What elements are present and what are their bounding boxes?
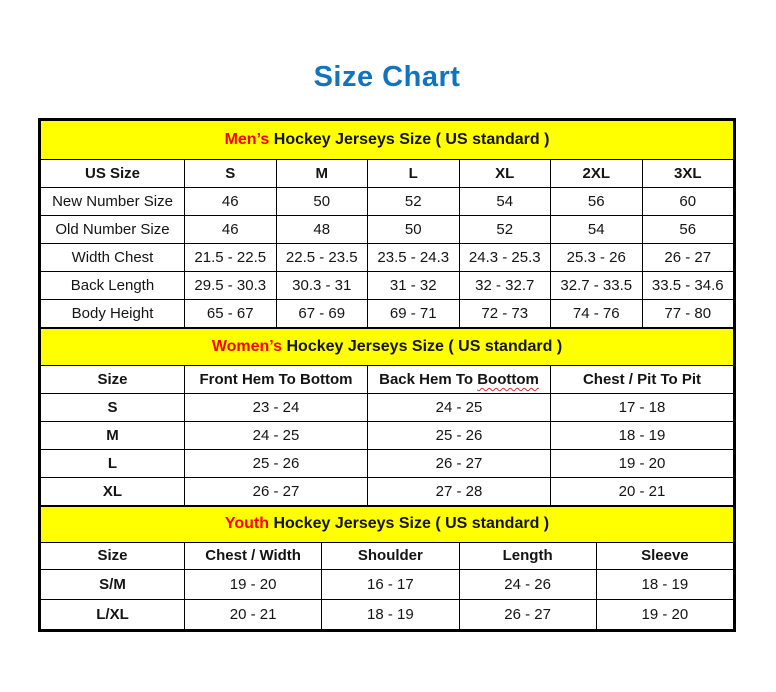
youth-cell: 18 - 19: [322, 599, 459, 629]
mens-column-header: XL: [459, 159, 551, 187]
mens-column-header: US Size: [41, 159, 185, 187]
womens-column-header: Size: [41, 365, 185, 393]
youth-cell: 26 - 27: [459, 599, 596, 629]
mens-cell: 30.3 - 31: [276, 271, 368, 299]
youth-row-label: S/M: [41, 569, 185, 599]
mens-row-label: New Number Size: [41, 187, 185, 215]
youth-cell: 18 - 19: [596, 569, 733, 599]
womens-cell: 26 - 27: [185, 477, 368, 505]
youth-size-table: [40, 506, 734, 630]
mens-cell: 46: [185, 215, 277, 243]
youth-band-row: [41, 506, 734, 542]
youth-column-header: Shoulder: [322, 542, 459, 569]
mens-cell: 77 - 80: [642, 299, 734, 327]
womens-row-label: M: [41, 421, 185, 449]
womens-cell: 26 - 27: [368, 449, 551, 477]
youth-row: [41, 599, 734, 629]
womens-cell: 24 - 25: [185, 421, 368, 449]
mens-row: [41, 215, 734, 243]
womens-band-row: [41, 328, 734, 365]
mens-column-header: 2XL: [551, 159, 643, 187]
womens-cell: 25 - 26: [368, 421, 551, 449]
youth-section-title: [41, 506, 734, 542]
mens-cell: 56: [642, 215, 734, 243]
womens-row-label: XL: [41, 477, 185, 505]
mens-row-label: Old Number Size: [41, 215, 185, 243]
mens-row-label: Body Height: [41, 299, 185, 327]
mens-column-header: S: [185, 159, 277, 187]
womens-cell: 27 - 28: [368, 477, 551, 505]
womens-column-header: Chest / Pit To Pit: [551, 365, 734, 393]
womens-cell: 19 - 20: [551, 449, 734, 477]
mens-cell: 52: [368, 187, 460, 215]
mens-cell: 50: [368, 215, 460, 243]
page-title: Size Chart: [313, 61, 461, 93]
youth-header-row: [41, 542, 734, 569]
mens-cell: 32.7 - 33.5: [551, 271, 643, 299]
youth-column-header: Sleeve: [596, 542, 733, 569]
mens-cell: 26 - 27: [642, 243, 734, 271]
mens-column-header: 3XL: [642, 159, 734, 187]
mens-cell: 33.5 - 34.6: [642, 271, 734, 299]
mens-cell: 60: [642, 187, 734, 215]
womens-row: [41, 477, 734, 505]
mens-cell: 48: [276, 215, 368, 243]
mens-cell: 31 - 32: [368, 271, 460, 299]
youth-cell: 19 - 20: [185, 569, 322, 599]
mens-cell: 22.5 - 23.5: [276, 243, 368, 271]
youth-column-header: Chest / Width: [185, 542, 322, 569]
mens-section-title: [41, 120, 734, 159]
womens-row-label: S: [41, 393, 185, 421]
mens-band-row: [41, 120, 734, 159]
mens-header-row: [41, 159, 734, 187]
womens-header-row: [41, 365, 734, 393]
mens-cell: 54: [551, 215, 643, 243]
size-chart-tables: [38, 118, 736, 632]
mens-row-label: Back Length: [41, 271, 185, 299]
mens-column-header: L: [368, 159, 460, 187]
womens-row: [41, 393, 734, 421]
mens-row: [41, 271, 734, 299]
mens-row: [41, 299, 734, 327]
mens-cell: 72 - 73: [459, 299, 551, 327]
youth-cell: 19 - 20: [596, 599, 733, 629]
womens-cell: 23 - 24: [185, 393, 368, 421]
youth-cell: 16 - 17: [322, 569, 459, 599]
mens-cell: 23.5 - 24.3: [368, 243, 460, 271]
womens-cell: 17 - 18: [551, 393, 734, 421]
womens-row-label: L: [41, 449, 185, 477]
mens-cell: 56: [551, 187, 643, 215]
womens-row: [41, 421, 734, 449]
youth-cell: 24 - 26: [459, 569, 596, 599]
mens-section-title-text: Hockey Jerseys Size ( US standard ): [269, 130, 550, 148]
mens-cell: 25.3 - 26: [551, 243, 643, 271]
mens-cell: 29.5 - 30.3: [185, 271, 277, 299]
mens-row-label: Width Chest: [41, 243, 185, 271]
mens-row: [41, 243, 734, 271]
womens-row: [41, 449, 734, 477]
womens-section-title: [41, 328, 734, 365]
youth-row: [41, 569, 734, 599]
misspelled-word: Boottom: [477, 370, 539, 388]
mens-cell: 21.5 - 22.5: [185, 243, 277, 271]
mens-row: [41, 187, 734, 215]
mens-cell: 50: [276, 187, 368, 215]
mens-cell: 67 - 69: [276, 299, 368, 327]
youth-column-header: Length: [459, 542, 596, 569]
mens-cell: 52: [459, 215, 551, 243]
youth-cell: 20 - 21: [185, 599, 322, 629]
womens-column-header: Front Hem To Bottom: [185, 365, 368, 393]
mens-cell: 65 - 67: [185, 299, 277, 327]
mens-section-title-accent: Men’s: [224, 130, 270, 148]
youth-section-title-accent: Youth: [224, 515, 269, 533]
mens-cell: 74 - 76: [551, 299, 643, 327]
womens-cell: 24 - 25: [368, 393, 551, 421]
youth-section-title-text: Hockey Jerseys Size ( US standard ): [269, 515, 550, 533]
mens-cell: 24.3 - 25.3: [459, 243, 551, 271]
mens-cell: 32 - 32.7: [459, 271, 551, 299]
mens-size-table: [40, 120, 734, 328]
mens-column-header: M: [276, 159, 368, 187]
womens-size-table: [40, 328, 734, 506]
womens-cell: 25 - 26: [185, 449, 368, 477]
womens-section-title-accent: Women’s: [211, 337, 283, 355]
womens-section-title-text: Hockey Jerseys Size ( US standard ): [282, 337, 563, 355]
womens-column-header: Back Hem To Boottom: [368, 365, 551, 393]
mens-cell: 54: [459, 187, 551, 215]
mens-cell: 46: [185, 187, 277, 215]
youth-row-label: L/XL: [41, 599, 185, 629]
youth-column-header: Size: [41, 542, 185, 569]
mens-cell: 69 - 71: [368, 299, 460, 327]
womens-cell: 20 - 21: [551, 477, 734, 505]
womens-cell: 18 - 19: [551, 421, 734, 449]
